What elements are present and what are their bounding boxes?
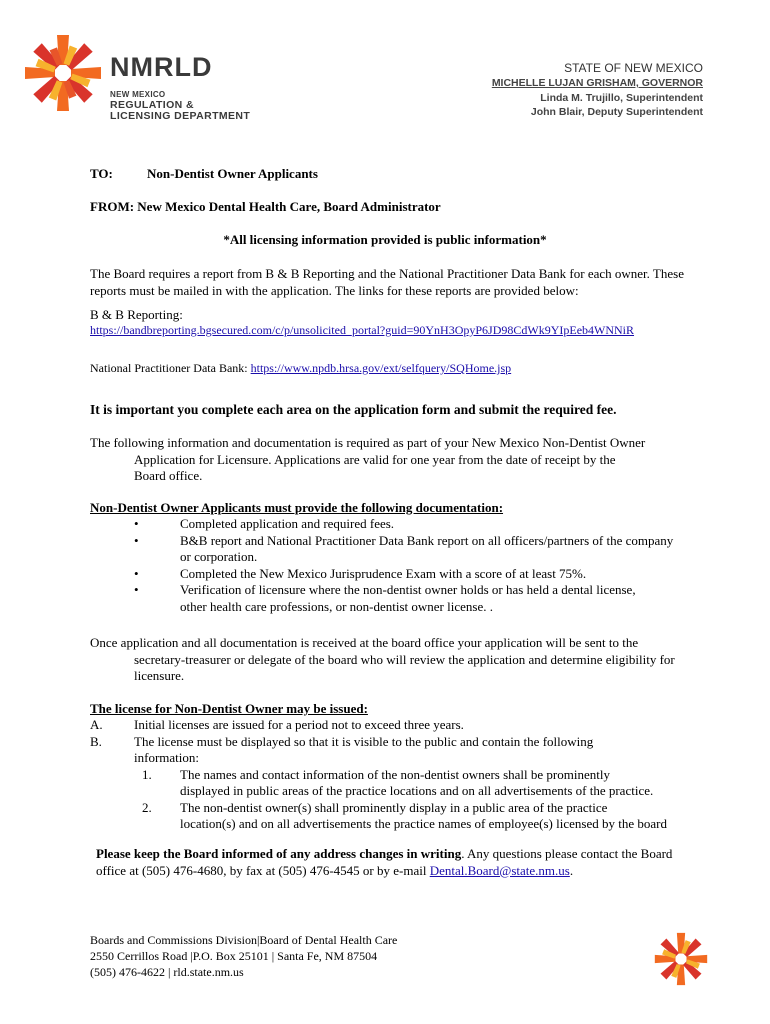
contact-paragraph (96, 846, 726, 879)
logo-dept-line-1: NEW MEXICO (110, 90, 166, 99)
superintendent-name: Linda M. Trujillo, Superintendent (540, 92, 703, 104)
logo-dept-line-2: REGULATION & (110, 99, 194, 111)
footer-address (90, 932, 397, 980)
application-process-paragraph (90, 635, 720, 685)
documentation-list (90, 516, 720, 615)
list-marker: A. (90, 717, 103, 732)
list-item (90, 516, 720, 533)
list-item (90, 717, 720, 734)
bullet-icon: • (134, 516, 139, 531)
license-conditions-list (90, 717, 720, 833)
list-marker: B. (90, 733, 102, 749)
list-item (90, 533, 720, 566)
list-item-text: Initial licenses are issued for a period not to exceed three years. (134, 717, 464, 732)
npdb-link[interactable]: https://www.npdb.hrsa.gov/ext/selfquery/SQHome.jsp (250, 361, 512, 375)
list-item-text: The non-dentist owner(s) shall prominently display in a public area of the practice (180, 799, 608, 815)
footer-line-2: 2550 Cerrillos Road |P.O. Box 25101 | Santa Fe, NM 87504 (90, 949, 378, 963)
bb-reporting-link[interactable]: https://bandbreporting.bgsecured.com/c/p/unsolicited_portal?guid=90YnH3OpyP6JD98CdWk9YIpEeb4WNNiR (90, 323, 635, 337)
reports-line-1: The Board requires a report from B & B Reporting and the National Practitioner Data Bank for each owner. These (90, 266, 684, 281)
important-notice: It is important you complete each area on the application form and submit the required fee. (90, 402, 617, 417)
list-item-text-continued: displayed in public areas of the practice locations and on all advertisements of the practice. (180, 783, 654, 798)
list-item (90, 767, 720, 800)
list-item-text: B&B report and National Practitioner Data Bank report on all officers/partners of the company (180, 532, 674, 548)
address-change-notice: Please keep the Board informed of any address changes in writing (96, 846, 462, 861)
list-marker: 1. (142, 766, 152, 782)
list-item-text: The license must be displayed so that it is visible to the public and contain the following (134, 733, 594, 749)
npdb-line (90, 360, 511, 377)
footer-line-3: (505) 476-4622 | rld.state.nm.us (90, 965, 244, 979)
once-line-3: licensure. (134, 668, 185, 683)
list-item (90, 800, 720, 833)
reports-line-2: reports must be mailed in with the application. The links for these reports are provided below: (90, 282, 579, 298)
bullet-icon: • (134, 532, 139, 548)
board-email-link[interactable]: Dental.Board@state.nm.us (429, 862, 570, 878)
contact-text: office at (505) 476-4680, by fax at (505) 476-4545 or by e-mail (96, 862, 430, 878)
memo-to-value: Non-Dentist Owner Applicants (147, 166, 318, 181)
list-item-text-continued: or corporation. (180, 549, 258, 564)
list-item-text-continued: information: (134, 750, 199, 765)
logo-department-name (110, 89, 250, 122)
deputy-superintendent-name: John Blair, Deputy Superintendent (530, 106, 703, 118)
contact-line-1 (96, 846, 726, 863)
list-item-text-continued: location(s) and on all advertisements the practice names of employee(s) licensed by the board (180, 816, 667, 831)
memo-to-label: TO: (90, 166, 113, 181)
list-item (90, 734, 720, 767)
license-heading: The license for Non-Dentist Owner may be issued: (90, 701, 368, 716)
governor-name: MICHELLE LUJAN GRISHAM, GOVERNOR (491, 77, 703, 89)
npdb-label: National Practitioner Data Bank: (90, 361, 251, 375)
bb-reporting-label: B & B Reporting: (90, 307, 183, 322)
list-item-text-continued: other health care professions, or non-dentist owner license. . (180, 598, 493, 614)
following-line-3: Board office. (134, 468, 203, 483)
contact-line-2 (96, 863, 726, 880)
list-item (90, 566, 720, 583)
logo-wordmark: NMRLD (110, 52, 213, 82)
footer-sunburst-logo-icon (648, 928, 714, 990)
memo-from: FROM: New Mexico Dental Health Care, Board Administrator (90, 199, 441, 214)
once-line-1: Once application and all documentation is received at the board office your application will be sent to the (90, 635, 639, 650)
list-item-text: Completed application and required fees. (180, 516, 395, 531)
documentation-heading: Non-Dentist Owner Applicants must provide the following documentation: (90, 500, 504, 515)
reports-paragraph (90, 266, 720, 299)
list-item-text: The names and contact information of the non-dentist owners shall be prominently (180, 766, 610, 782)
public-information-note: *All licensing information provided is public information* (223, 232, 547, 247)
following-line-1: The following information and documentation is required as part of your New Mexico Non-Dentist Owner (90, 435, 646, 450)
list-item-text: Completed the New Mexico Jurisprudence Exam with a score of at least 75%. (180, 565, 587, 581)
letterhead-officials (492, 60, 703, 119)
contact-text: . (569, 862, 574, 878)
list-item (90, 582, 720, 615)
list-marker: 2. (142, 799, 152, 815)
logo-dept-line-3: LICENSING DEPARTMENT (110, 110, 251, 122)
nmrld-sunburst-logo-icon (22, 28, 104, 118)
bullet-icon: • (134, 582, 139, 597)
footer-line-1: Boards and Commissions Division|Board of Dental Health Care (90, 933, 398, 947)
contact-text: . Any questions please contact the Board (461, 846, 673, 861)
once-line-2: secretary-treasurer or delegate of the board who will review the application and determine eligibility for (134, 651, 675, 667)
required-info-paragraph (90, 435, 690, 485)
state-title: STATE OF NEW MEXICO (564, 61, 703, 75)
list-item-text: Verification of licensure where the non-dentist owner holds or has held a dental license, (180, 582, 636, 597)
following-line-2: Application for Licensure. Applications are valid for one year from the date of receipt by the (134, 451, 616, 467)
bullet-icon: • (134, 565, 139, 581)
